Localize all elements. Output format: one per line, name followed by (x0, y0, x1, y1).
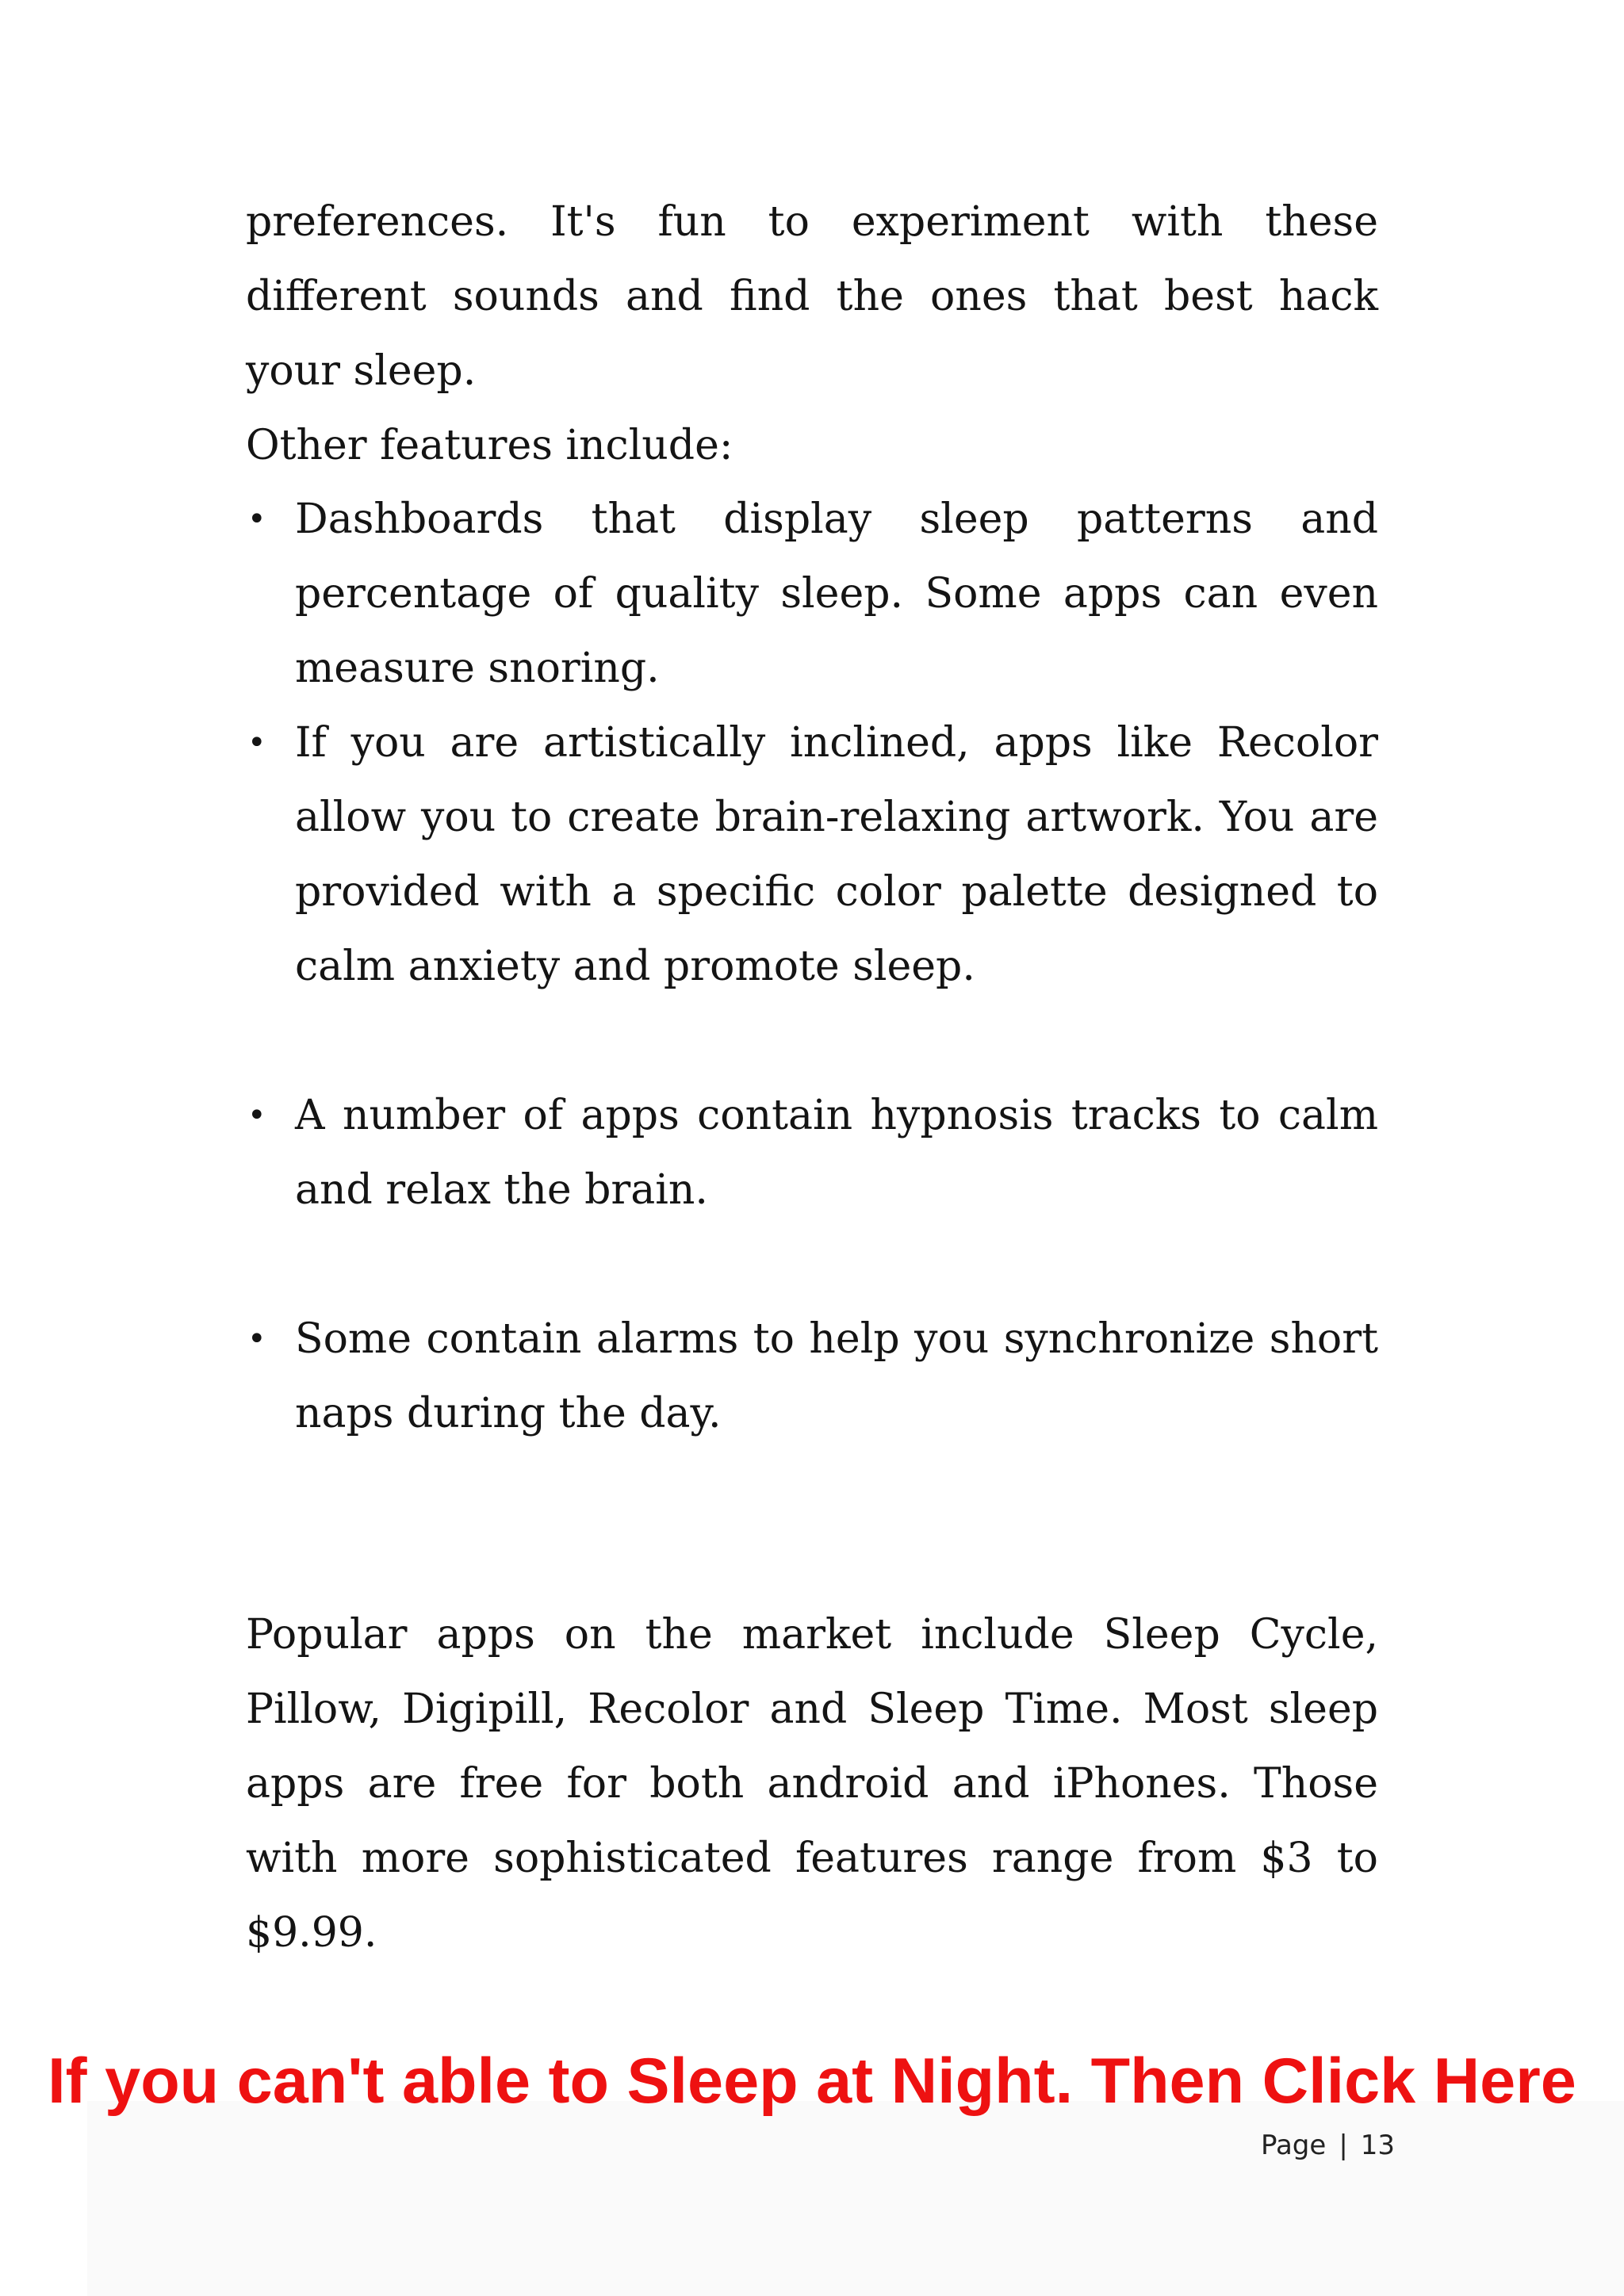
list-item (246, 482, 1378, 706)
intro-text (246, 185, 1378, 483)
bullet-icon: • (247, 501, 266, 538)
list-item (246, 706, 1378, 1004)
list-item (246, 1078, 1378, 1227)
bullet-icon: • (247, 1321, 266, 1357)
list-item (246, 1302, 1378, 1451)
list-item-text: A number of apps contain hypnosis tracks to calm and relax the brain. (295, 1092, 1378, 1214)
closing-paragraph: Popular apps on the market include Sleep Cycle, Pillow, Digipill, Recolor and Sleep Time. Most sleep apps are free for both android and iPhones. Those with more sophisticated features range from $3 to $9.99. (246, 1611, 1378, 1957)
sleep-help-link[interactable]: If you can't able to Sleep at Night. Then Click Here (48, 2045, 1576, 2117)
intro-paragraph: preferences. It's fun to experiment with these different sounds and find the ones that best hack your sleep. (246, 198, 1378, 395)
bullet-icon: • (247, 725, 266, 761)
page-label: Page (1261, 2130, 1327, 2161)
bullet-icon: • (247, 1097, 266, 1134)
list-item-text: Some contain alarms to help you synchronize short naps during the day. (295, 1315, 1378, 1437)
list-item-text: Dashboards that display sleep patterns and percentage of quality sleep. Some apps can even measure snoring. (295, 496, 1378, 692)
list-item-text: If you are artistically inclined, apps like Recolor allow you to create brain-relaxing artwork. You are provided with a specific color palette designed to calm anxiety and promote sleep. (295, 719, 1378, 990)
page-number: 13 (1360, 2130, 1396, 2161)
features-lead-in: Other features include: (246, 422, 733, 469)
closing-text (246, 1598, 1378, 1970)
page-number-footer (1261, 2130, 1395, 2161)
footer-separator: | (1339, 2130, 1348, 2161)
